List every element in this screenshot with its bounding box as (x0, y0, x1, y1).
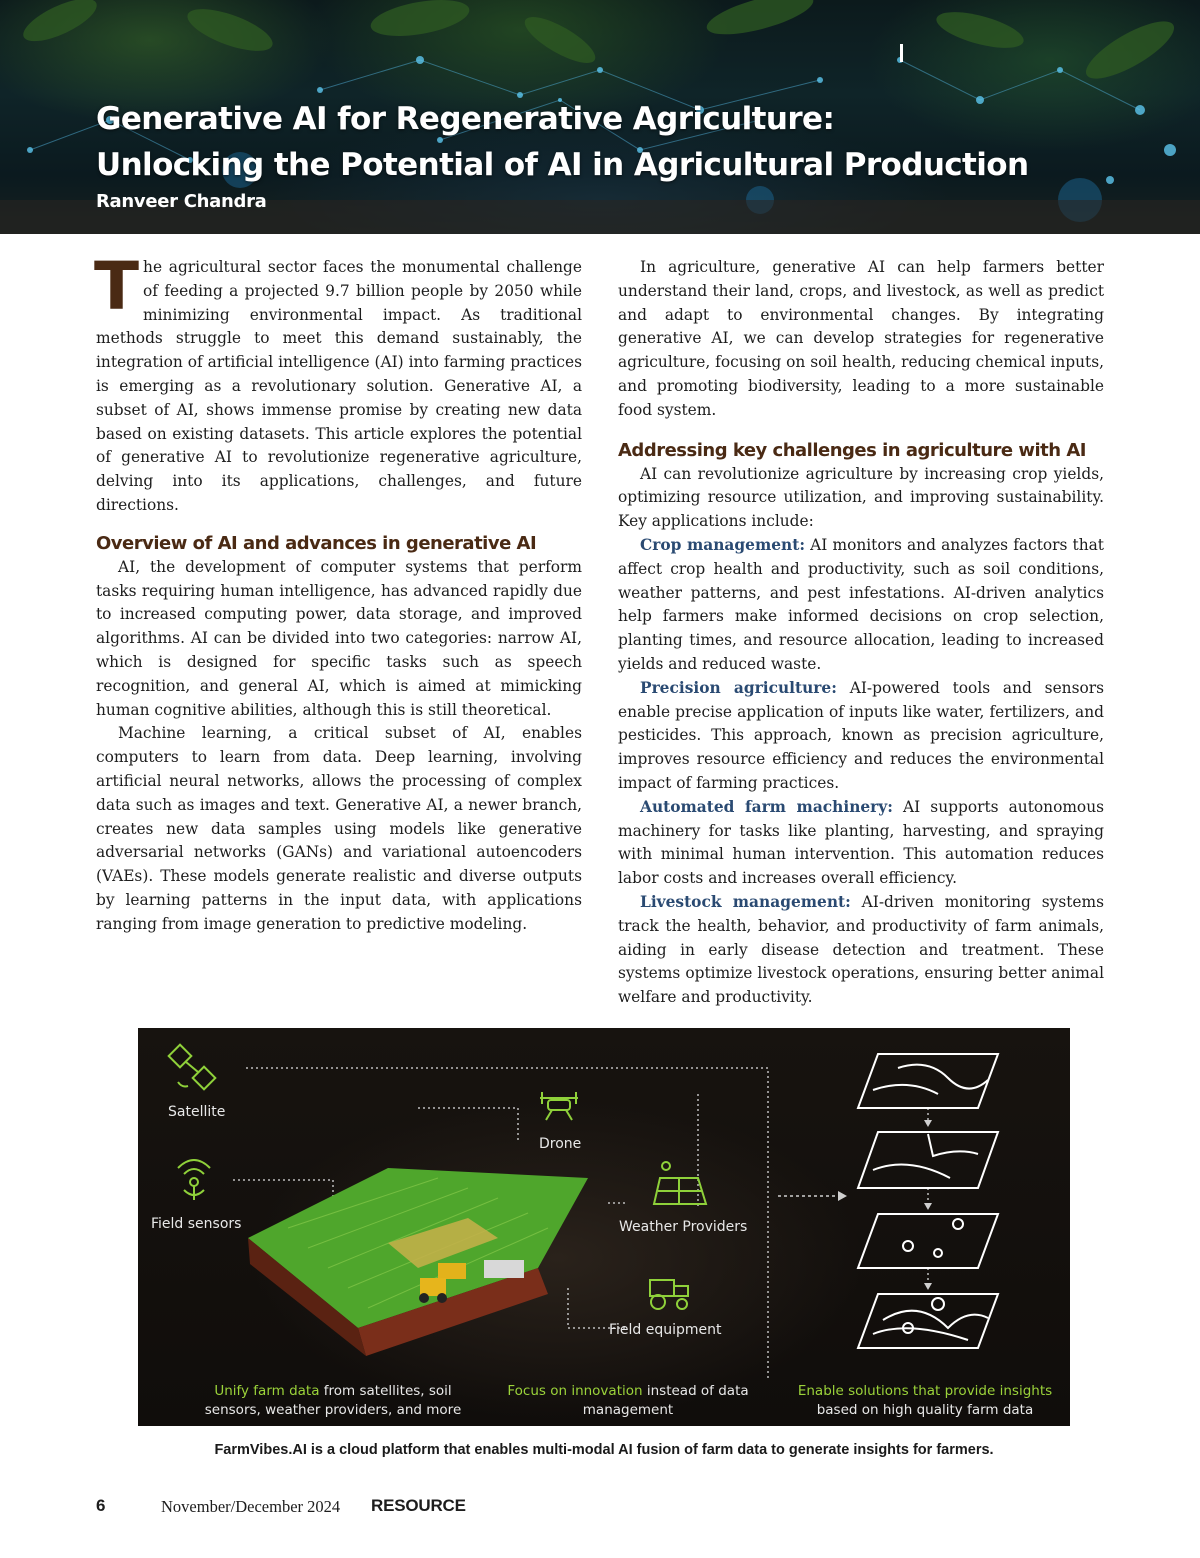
application-lead: Livestock management: (640, 892, 851, 911)
drone-icon (540, 1092, 578, 1120)
application-item (618, 677, 1104, 796)
farmvibes-figure (138, 1028, 1070, 1426)
application-lead: Automated farm machinery: (640, 797, 893, 816)
agriculture-paragraph: In agriculture, generative AI can help farmers better understand their land, crops, and livestock, as well as predict and adapt to environmental changes. By integrating generative AI, we can develop strategies for regenerative agriculture, focusing on soil health, reducing chemical inputs, and promoting biodiversity, leading to a more sustainable food system. (618, 258, 1104, 419)
tractor-icon (650, 1280, 688, 1309)
note-text-line2: management (582, 1402, 674, 1418)
figure-caption: FarmVibes.AI is a cloud platform that enables multi-modal AI fusion of farm data to generate insights for farmers. (214, 1442, 994, 1458)
section-heading-challenges: Addressing key challenges in agriculture with AI (618, 439, 1086, 461)
application-text: AI-driven monitoring systems track the health, behavior, and productivity of farm animals, aiding in early disease detection and treatment. These systems optimize livestock operations, ensuring better animal welfare and productivity. (618, 892, 1104, 1007)
note-highlight: Enable solutions that provide insights (797, 1383, 1053, 1399)
note-highlight: Focus on innovation (507, 1383, 643, 1399)
header-banner (0, 0, 1200, 234)
dropcap: T (94, 248, 140, 325)
title-line-1: Generative AI for Regenerative Agriculture: (96, 101, 835, 137)
left-column (94, 248, 582, 937)
figure-note-unify (178, 1382, 488, 1420)
issue-date: November/December 2024 (161, 1497, 341, 1516)
overview-paragraph-1: AI, the development of computer systems that perform tasks requiring human intelligence, has advanced rapidly due to increased computing power, data storage, and improved algorithms. AI can be divided into two categories: narrow AI, which is designed for specific tasks such as speech recognition, and general AI, which is aimed at mimicking human cognitive abilities, although this is still theoretical. (96, 557, 582, 719)
application-text: AI-powered tools and sensors enable precise application of inputs like water, fertilizers, and pesticides. This approach, known as precision agriculture, improves resource efficiency and reduces the environmental impact of farming practices. (618, 678, 1105, 792)
note-text: from satellites, soil (319, 1383, 452, 1399)
application-lead: Precision agriculture: (640, 678, 837, 697)
intro-paragraph (94, 248, 582, 518)
label-satellite: Satellite (168, 1104, 226, 1120)
application-item (618, 534, 1104, 677)
magazine-name: RESOURCE (371, 1496, 466, 1515)
figure-illustration (138, 1028, 1070, 1426)
banner-accent-mark (900, 44, 903, 62)
article-title (96, 96, 1176, 188)
right-column (618, 256, 1104, 1010)
note-text-line2: based on high quality farm data (816, 1402, 1034, 1418)
page-number: 6 (96, 1496, 106, 1515)
intro-text: he agricultural sector faces the monumental challenge of feeding a projected 9.7 billion people by 2050 while minimizing environmental impact. As traditional methods struggle to meet this demand sustainably, the integration of artificial intelligence (AI) into farming practices is emerging as a revolutionary solution. Generative AI, a subset of AI, shows immense promise by creating new data based on existing datasets. This article explores the potential of generative AI to revolutionize regenerative agriculture, delving into its applications, challenges, and future directions. (96, 258, 582, 514)
note-text: instead of data (642, 1383, 749, 1399)
field-sensor-icon (178, 1160, 210, 1200)
section-heading-overview: Overview of AI and advances in generative AI (96, 532, 537, 554)
note-highlight: Unify farm data (214, 1383, 320, 1399)
label-weather-providers: Weather Providers (619, 1219, 748, 1235)
label-drone: Drone (539, 1136, 582, 1152)
application-item (618, 891, 1104, 1010)
application-text: AI monitors and analyzes factors that affect crop health and productivity, such as soil conditions, weather patterns, and pest infestations. AI-driven analytics help farmers make informed decisions on crop selection, planting times, and resource allocation, leading to increased yields and reduced waste. (618, 535, 1104, 673)
figure-note-innovation (483, 1382, 773, 1420)
article-author: Ranveer Chandra (96, 191, 267, 212)
note-text-line2: sensors, weather providers, and more (204, 1402, 462, 1418)
satellite-icon (169, 1045, 216, 1090)
overview-paragraph-2: Machine learning, a critical subset of AI, enables computers to learn from data. Deep learning, involving artificial neural networks, allows the processing of complex data such as images and text. Generative AI, a newer branch, creates new data samples using models like generative adversarial networks (GANs) and variational autoencoders (VAEs). These models generate realistic and diverse outputs by learning patterns in the input data, with applications ranging from image generation to predictive modeling. (96, 724, 582, 933)
weather-icon (654, 1162, 706, 1204)
challenges-intro: AI can revolutionize agriculture by increasing crop yields, optimizing resource utilization, and improving sustainability. Key applications include: (618, 464, 1104, 531)
title-line-2: Unlocking the Potential of AI in Agricultural Production (96, 147, 1029, 183)
label-field-equipment: Field equipment (609, 1322, 722, 1338)
application-item (618, 796, 1104, 891)
application-lead: Crop management: (640, 535, 806, 554)
map-layers-icon (858, 1054, 998, 1348)
application-text: AI supports autonomous machinery for tasks like planting, harvesting, and spraying with minimal human intervention. This automation reduces labor costs and increases overall efficiency. (618, 797, 1105, 888)
figure-note-insights (780, 1382, 1070, 1420)
label-field-sensors: Field sensors (151, 1216, 242, 1232)
